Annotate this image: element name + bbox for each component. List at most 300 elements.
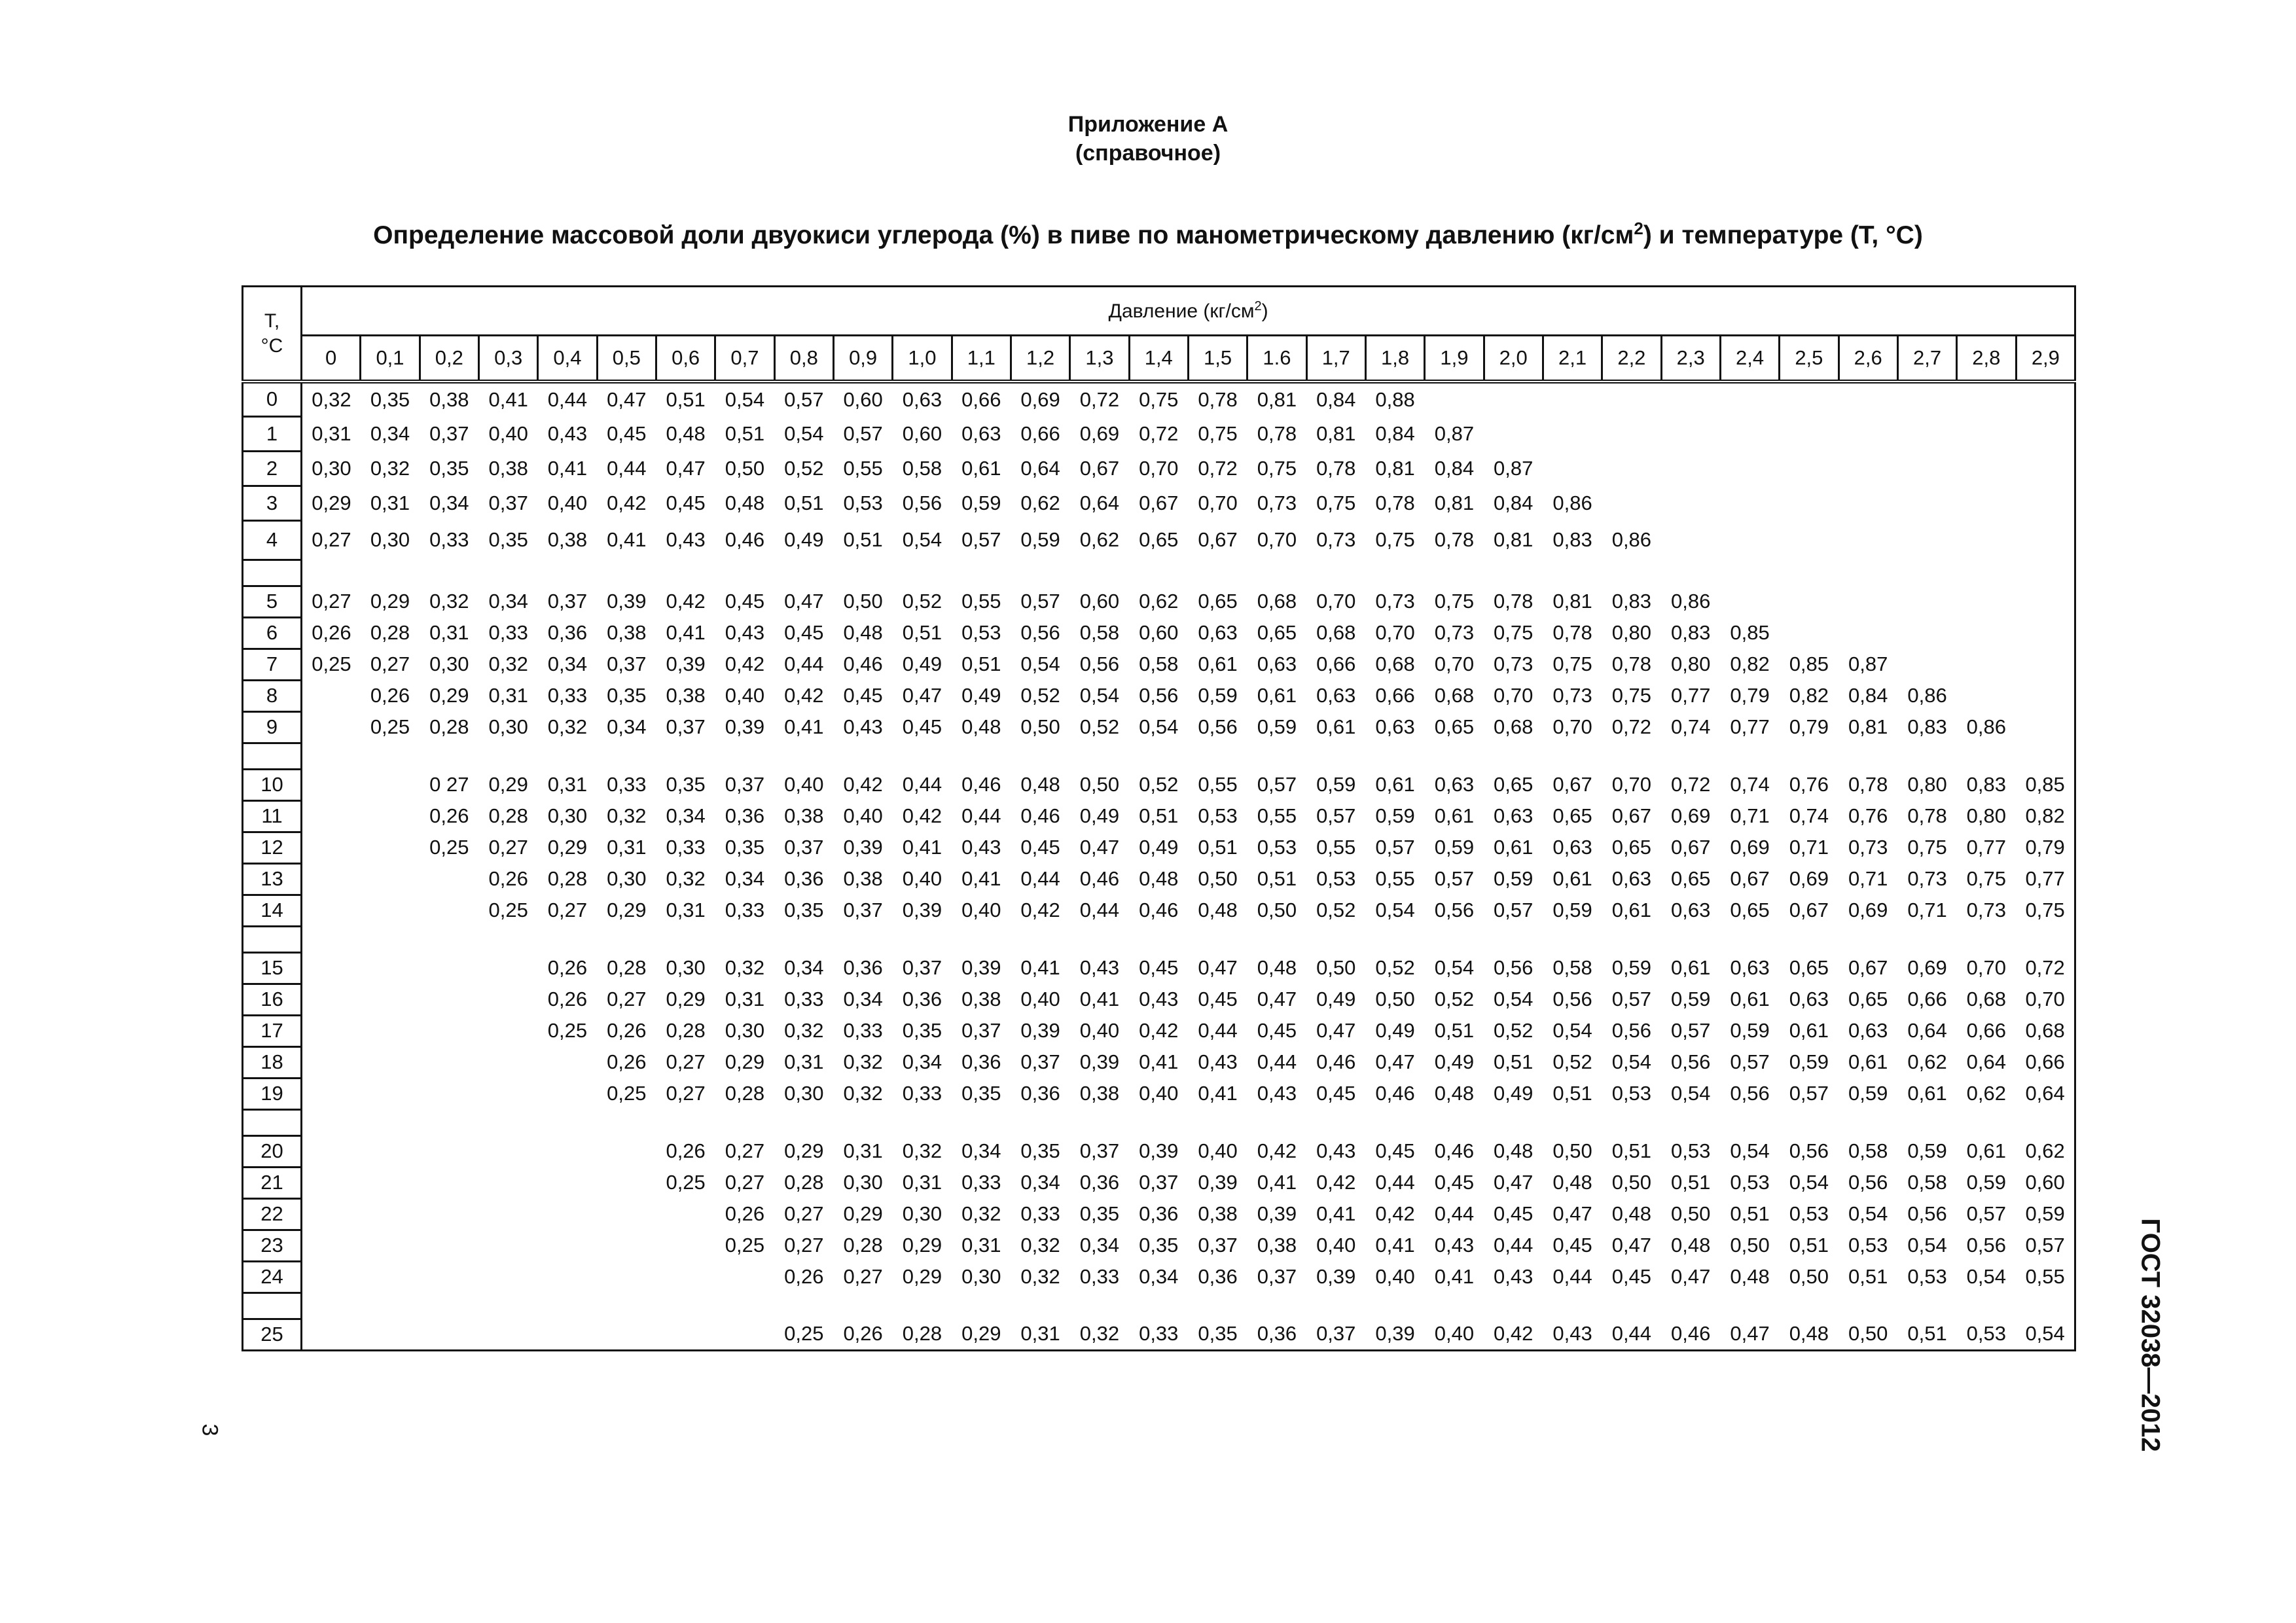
value-cell: 0,70 xyxy=(1316,590,1356,613)
value-cell: 0,60 xyxy=(1139,621,1179,644)
value-cell: 0,77 xyxy=(2016,863,2075,895)
value-cell xyxy=(1897,382,1956,416)
value-cell: 0,32 xyxy=(370,456,410,480)
value-cell: 0,82 xyxy=(1730,652,1770,675)
value-cell xyxy=(1661,560,1720,586)
temperature-cell: 7 xyxy=(243,649,302,680)
value-cell: 0,63 xyxy=(1789,988,1829,1010)
value-cell: 0,55 xyxy=(2016,1261,2075,1293)
value-cell xyxy=(478,560,537,586)
value-cell: 0,56 xyxy=(1848,1171,1888,1194)
value-cell: 0,57 xyxy=(843,421,883,445)
table-row xyxy=(243,952,2075,984)
value-cell xyxy=(1780,451,1839,486)
value-cell: 0,72 xyxy=(1139,421,1179,445)
value-cell: 0,51 xyxy=(843,528,883,551)
value-cell: 0,40 xyxy=(725,684,765,707)
value-cell: 0,61 xyxy=(1671,956,1711,979)
value-cell: 0,69 xyxy=(1907,956,1947,979)
value-cell xyxy=(1011,1293,1069,1319)
value-cell xyxy=(538,1293,597,1319)
value-cell: 0,59 xyxy=(1848,1082,1888,1105)
value-cell: 0,43 xyxy=(725,621,765,644)
value-cell xyxy=(1897,617,1956,649)
value-cell: 0,84 xyxy=(1306,382,1365,416)
value-cell: 0,56 xyxy=(1671,1050,1711,1073)
value-cell: 0,61 xyxy=(1907,1082,1947,1105)
value-cell: 0,33 xyxy=(488,621,528,644)
value-cell: 0,38 xyxy=(1079,1082,1120,1105)
value-cell xyxy=(538,1167,597,1198)
value-cell: 0,27 xyxy=(488,836,528,859)
value-cell: 0 27 xyxy=(429,773,469,796)
value-cell xyxy=(361,743,420,769)
value-cell: 0,61 xyxy=(1611,899,1652,921)
temperature-cell xyxy=(243,926,302,952)
value-cell: 0,33 xyxy=(784,988,824,1010)
value-cell xyxy=(1661,451,1720,486)
value-cell: 0,69 xyxy=(1789,867,1829,890)
value-cell: 0,43 xyxy=(961,836,1001,859)
pressure-col-header: 2,8 xyxy=(1957,336,2016,382)
value-cell: 0,75 xyxy=(1198,421,1238,445)
value-cell: 0,71 xyxy=(1789,836,1829,859)
value-cell xyxy=(656,1198,715,1230)
value-cell xyxy=(1011,1109,1069,1135)
value-cell: 0,56 xyxy=(1434,899,1475,921)
value-cell xyxy=(361,1109,420,1135)
value-cell: 0,54 xyxy=(1079,684,1120,707)
value-cell: 0,64 xyxy=(1966,1050,2007,1073)
value-cell xyxy=(1129,1109,1188,1135)
value-cell: 0,68 xyxy=(1966,988,2007,1010)
value-cell: 0,31 xyxy=(1011,1319,1069,1350)
value-cell: 0,67 xyxy=(1671,836,1711,859)
value-cell xyxy=(1484,382,1543,416)
value-cell xyxy=(302,1261,361,1293)
value-cell: 0,53 xyxy=(1316,867,1356,890)
value-cell xyxy=(1780,1109,1839,1135)
value-cell: 0,56 xyxy=(1198,715,1238,738)
value-cell xyxy=(1780,926,1839,952)
pressure-col-header: 1,0 xyxy=(893,336,952,382)
value-cell: 0,36 xyxy=(784,867,824,890)
value-cell: 0,30 xyxy=(666,956,706,979)
value-cell: 0,80 xyxy=(1611,621,1652,644)
value-cell xyxy=(1188,1293,1247,1319)
value-cell: 0,28 xyxy=(429,715,469,738)
value-cell xyxy=(302,800,361,832)
value-cell xyxy=(302,1109,361,1135)
value-cell xyxy=(1957,560,2016,586)
value-cell: 0,25 xyxy=(312,652,351,675)
value-cell xyxy=(1425,743,1484,769)
value-cell xyxy=(1543,560,1602,586)
value-cell: 0,50 xyxy=(1257,899,1297,921)
value-cell: 0,41 xyxy=(1198,1082,1238,1105)
value-cell: 0,33 xyxy=(725,899,765,921)
temperature-cell: 24 xyxy=(243,1261,302,1293)
value-cell: 0,35 xyxy=(1079,1202,1120,1225)
spacer-row xyxy=(243,1293,2075,1319)
value-cell xyxy=(1602,416,1661,451)
value-cell xyxy=(478,1109,537,1135)
value-cell: 0,79 xyxy=(1730,684,1770,707)
value-cell: 0,78 xyxy=(1907,804,1947,827)
value-cell: 0,52 xyxy=(1316,899,1356,921)
value-cell xyxy=(1484,926,1543,952)
value-cell: 0,45 xyxy=(1611,1265,1652,1288)
value-cell: 0,49 xyxy=(902,652,942,675)
appendix-note: (справочное) xyxy=(1075,141,1221,166)
value-cell xyxy=(1780,520,1839,560)
pressure-col-header: 0,6 xyxy=(656,336,715,382)
value-cell: 0,70 xyxy=(1198,491,1238,514)
value-cell: 0,63 xyxy=(1848,1019,1888,1042)
value-cell: 0,81 xyxy=(1494,528,1534,551)
value-cell xyxy=(1780,586,1839,617)
value-cell: 0,29 xyxy=(370,590,410,613)
value-cell: 0,50 xyxy=(1671,1202,1711,1225)
value-cell: 0,37 xyxy=(1020,1050,1060,1073)
value-cell: 0,56 xyxy=(1020,621,1060,644)
value-cell: 0,48 xyxy=(843,621,883,644)
value-cell: 0,73 xyxy=(1848,836,1888,859)
value-cell xyxy=(597,926,656,952)
value-cell: 0,39 xyxy=(666,652,706,675)
value-cell: 0,57 xyxy=(1375,836,1415,859)
value-cell: 0,69 xyxy=(1730,836,1770,859)
pressure-col-header: 1.6 xyxy=(1247,336,1306,382)
value-cell: 0,35 xyxy=(1020,1139,1060,1162)
value-cell: 0,43 xyxy=(547,421,588,445)
value-cell: 0,55 xyxy=(1257,804,1297,827)
value-cell: 0,70 xyxy=(1494,684,1534,707)
value-cell xyxy=(420,1135,478,1167)
value-cell: 0,31 xyxy=(961,1234,1001,1257)
value-cell: 0,30 xyxy=(429,652,469,675)
value-cell: 0,63 xyxy=(1730,956,1770,979)
value-cell: 0,47 xyxy=(1079,836,1120,859)
appendix-label: Приложение А xyxy=(1067,112,1229,137)
value-cell xyxy=(952,560,1011,586)
value-cell: 0,40 xyxy=(488,421,528,445)
value-cell: 0,65 xyxy=(1139,528,1179,551)
value-cell: 0,26 xyxy=(547,956,588,979)
value-cell: 0,71 xyxy=(1848,867,1888,890)
value-cell xyxy=(774,560,833,586)
value-cell: 0,53 xyxy=(1848,1234,1888,1257)
value-cell: 0,30 xyxy=(725,1019,765,1042)
value-cell: 0,29 xyxy=(488,773,528,796)
value-cell: 0,37 xyxy=(902,956,942,979)
value-cell xyxy=(420,1293,478,1319)
value-cell: 0,37 xyxy=(607,652,647,675)
value-cell xyxy=(715,560,774,586)
value-cell: 0,41 xyxy=(1139,1050,1179,1073)
value-cell xyxy=(1070,743,1129,769)
value-cell: 0,64 xyxy=(1079,491,1120,514)
value-cell: 0,25 xyxy=(666,1171,706,1194)
value-cell: 0,30 xyxy=(961,1265,1001,1288)
value-cell: 0,63 xyxy=(1375,715,1415,738)
value-cell xyxy=(478,1293,537,1319)
value-cell: 0,29 xyxy=(666,988,706,1010)
value-cell: 0,51 xyxy=(1552,1082,1592,1105)
value-cell xyxy=(538,1078,597,1109)
value-cell xyxy=(420,1167,478,1198)
value-cell xyxy=(1839,926,1897,952)
value-cell xyxy=(597,1109,656,1135)
value-cell xyxy=(1129,926,1188,952)
value-cell: 0,44 xyxy=(1494,1234,1534,1257)
value-cell: 0,54 xyxy=(1966,1265,2007,1288)
value-cell: 0,65 xyxy=(1494,773,1534,796)
value-cell: 0,69 xyxy=(1671,804,1711,827)
value-cell: 0,54 xyxy=(784,421,824,445)
value-cell: 0,49 xyxy=(1375,1019,1415,1042)
value-cell: 0,70 xyxy=(1257,528,1297,551)
value-cell: 0,25 xyxy=(607,1082,647,1105)
value-cell: 0,35 xyxy=(607,684,647,707)
value-cell: 0,35 xyxy=(1188,1319,1247,1350)
pressure-values-row xyxy=(243,336,2075,382)
value-cell: 0,28 xyxy=(784,1171,824,1194)
value-cell: 0,54 xyxy=(1611,1050,1652,1073)
value-cell: 0,35 xyxy=(361,382,420,416)
value-cell: 0,34 xyxy=(725,867,765,890)
value-cell xyxy=(361,952,420,984)
value-cell: 0,31 xyxy=(843,1139,883,1162)
value-cell xyxy=(538,1261,597,1293)
value-cell xyxy=(1839,451,1897,486)
title-tail: ) и температуре (T, °С) xyxy=(1643,221,1923,249)
value-cell: 0,67 xyxy=(1730,867,1770,890)
value-cell: 0,29 xyxy=(843,1202,883,1225)
value-cell: 0,73 xyxy=(1316,528,1356,551)
value-cell xyxy=(302,743,361,769)
value-cell xyxy=(1602,382,1661,416)
value-cell: 0,51 xyxy=(1848,1265,1888,1288)
value-cell: 0,27 xyxy=(725,1171,765,1194)
value-cell xyxy=(715,743,774,769)
value-cell: 0,41 xyxy=(784,715,824,738)
value-cell: 0,48 xyxy=(1020,773,1060,796)
value-cell xyxy=(2016,382,2075,416)
value-cell xyxy=(1957,586,2016,617)
value-cell xyxy=(361,1230,420,1261)
value-cell: 0,28 xyxy=(666,1019,706,1042)
value-cell: 0,50 xyxy=(1611,1171,1652,1194)
pressure-col-header: 0,7 xyxy=(715,336,774,382)
value-cell: 0,81 xyxy=(1247,382,1306,416)
value-cell: 0,62 xyxy=(1079,528,1120,551)
value-cell: 0,69 xyxy=(1011,382,1069,416)
value-cell xyxy=(656,743,715,769)
temperature-cell: 11 xyxy=(243,800,302,832)
table-header xyxy=(243,287,2075,382)
value-cell: 0,31 xyxy=(725,988,765,1010)
value-cell: 0,34 xyxy=(488,590,528,613)
temperature-cell: 5 xyxy=(243,586,302,617)
pressure-header-superscript: 2 xyxy=(1254,299,1262,313)
value-cell xyxy=(1543,1109,1602,1135)
value-cell xyxy=(1957,486,2016,520)
value-cell xyxy=(1306,560,1365,586)
value-cell xyxy=(715,1261,774,1293)
value-cell xyxy=(538,926,597,952)
temperature-cell: 1 xyxy=(243,416,302,451)
value-cell: 0,57 xyxy=(1316,804,1356,827)
value-cell: 0,27 xyxy=(784,1202,824,1225)
value-cell xyxy=(1897,416,1956,451)
value-cell xyxy=(302,711,361,743)
value-cell: 0,26 xyxy=(547,988,588,1010)
value-cell: 0,86 xyxy=(1671,590,1711,613)
temperature-cell: 12 xyxy=(243,832,302,863)
value-cell xyxy=(833,1293,892,1319)
value-cell: 0,56 xyxy=(1139,684,1179,707)
value-cell: 0,52 xyxy=(1494,1019,1534,1042)
value-cell: 0,45 xyxy=(1552,1234,1592,1257)
value-cell: 0,87 xyxy=(1434,421,1475,445)
page-title xyxy=(0,212,2296,252)
value-cell: 0,35 xyxy=(902,1019,942,1042)
value-cell: 0,40 xyxy=(547,491,588,514)
value-cell xyxy=(833,926,892,952)
value-cell: 0,59 xyxy=(1907,1139,1947,1162)
temperature-cell: 21 xyxy=(243,1167,302,1198)
temperature-cell: 16 xyxy=(243,984,302,1015)
value-cell: 0,67 xyxy=(1552,773,1592,796)
value-cell: 0,59 xyxy=(1552,899,1592,921)
value-cell: 0,51 xyxy=(961,652,1001,675)
value-cell: 0,50 xyxy=(1552,1139,1592,1162)
value-cell xyxy=(1839,617,1897,649)
pressure-col-header: 0,4 xyxy=(538,336,597,382)
value-cell: 0,32 xyxy=(961,1202,1001,1225)
value-cell: 0,26 xyxy=(666,1139,706,1162)
pressure-col-header: 2,4 xyxy=(1720,336,1779,382)
pressure-col-header: 0,9 xyxy=(833,336,892,382)
value-cell: 0,26 xyxy=(370,684,410,707)
value-cell: 0,75 xyxy=(1907,836,1947,859)
value-cell: 0,61 xyxy=(1257,684,1297,707)
value-cell xyxy=(1839,743,1897,769)
value-cell: 0,76 xyxy=(1848,804,1888,827)
value-cell xyxy=(1897,743,1956,769)
value-cell xyxy=(1365,1293,1424,1319)
value-cell: 0,25 xyxy=(429,836,469,859)
value-cell xyxy=(1897,451,1956,486)
value-cell: 0,44 xyxy=(1020,867,1060,890)
value-cell: 0,80 xyxy=(1907,773,1947,796)
value-cell xyxy=(420,952,478,984)
table-row xyxy=(243,1015,2075,1046)
value-cell: 0,30 xyxy=(312,456,351,480)
value-cell: 0,45 xyxy=(1020,836,1060,859)
pressure-col-header: 0,2 xyxy=(420,336,478,382)
value-cell xyxy=(1897,486,1956,520)
value-cell xyxy=(1484,416,1543,451)
value-cell xyxy=(597,1293,656,1319)
table-row xyxy=(243,1167,2075,1198)
value-cell: 0,32 xyxy=(666,867,706,890)
value-cell xyxy=(1306,743,1365,769)
value-cell: 0,78 xyxy=(1257,421,1297,445)
temperature-cell: 9 xyxy=(243,711,302,743)
value-cell: 0,50 xyxy=(1789,1265,1829,1288)
value-cell xyxy=(1425,560,1484,586)
value-cell: 0,70 xyxy=(1611,773,1652,796)
value-cell: 0,61 xyxy=(1848,1050,1888,1073)
value-cell xyxy=(478,952,537,984)
value-cell: 0,66 xyxy=(1907,988,1947,1010)
value-cell: 0,51 xyxy=(1257,867,1297,890)
value-cell: 0,41 xyxy=(1079,988,1120,1010)
value-cell: 0,40 xyxy=(1375,1265,1415,1288)
table-row xyxy=(243,680,2075,711)
standard-code: ГОСТ 32038—2012 xyxy=(2136,1218,2165,1452)
value-cell: 0,32 xyxy=(302,382,361,416)
value-cell: 0,86 xyxy=(1907,684,1947,707)
value-cell: 0,31 xyxy=(488,684,528,707)
value-cell: 0,49 xyxy=(784,528,824,551)
value-cell xyxy=(538,743,597,769)
value-cell: 0,49 xyxy=(1434,1050,1475,1073)
value-cell: 0,83 xyxy=(1552,528,1592,551)
value-cell: 0,43 xyxy=(1079,956,1120,979)
table-row xyxy=(243,1261,2075,1293)
value-cell: 0,45 xyxy=(1198,988,1238,1010)
value-cell: 0,51 xyxy=(1789,1234,1829,1257)
value-cell: 0,83 xyxy=(1907,715,1947,738)
value-cell: 0,52 xyxy=(1375,956,1415,979)
value-cell: 0,41 xyxy=(1020,956,1060,979)
value-cell xyxy=(361,984,420,1015)
value-cell xyxy=(1720,520,1779,560)
value-cell: 0,51 xyxy=(1494,1050,1534,1073)
value-cell xyxy=(420,560,478,586)
value-cell: 0,65 xyxy=(1789,956,1829,979)
value-cell: 0,66 xyxy=(1316,652,1356,675)
value-cell: 0,53 xyxy=(1198,804,1238,827)
value-cell: 0,68 xyxy=(1257,590,1297,613)
value-cell xyxy=(1720,743,1779,769)
value-cell xyxy=(1720,451,1779,486)
value-cell xyxy=(1543,382,1602,416)
value-cell xyxy=(361,895,420,926)
value-cell: 0,48 xyxy=(1139,867,1179,890)
value-cell xyxy=(420,984,478,1015)
value-cell xyxy=(1897,586,1956,617)
value-cell: 0,33 xyxy=(843,1019,883,1042)
value-cell: 0,56 xyxy=(1611,1019,1652,1042)
value-cell xyxy=(1070,1293,1129,1319)
value-cell xyxy=(1602,743,1661,769)
value-cell: 0,64 xyxy=(2016,1078,2075,1109)
value-cell: 0,57 xyxy=(1611,988,1652,1010)
temperature-cell xyxy=(243,560,302,586)
value-cell: 0,63 xyxy=(1552,836,1592,859)
value-cell: 0,70 xyxy=(1966,956,2007,979)
value-cell xyxy=(420,1046,478,1078)
value-cell: 0,67 xyxy=(1198,528,1238,551)
value-cell: 0,56 xyxy=(1789,1139,1829,1162)
value-cell: 0,56 xyxy=(1079,652,1120,675)
value-cell: 0,54 xyxy=(1789,1171,1829,1194)
value-cell: 0,42 xyxy=(1484,1319,1543,1350)
